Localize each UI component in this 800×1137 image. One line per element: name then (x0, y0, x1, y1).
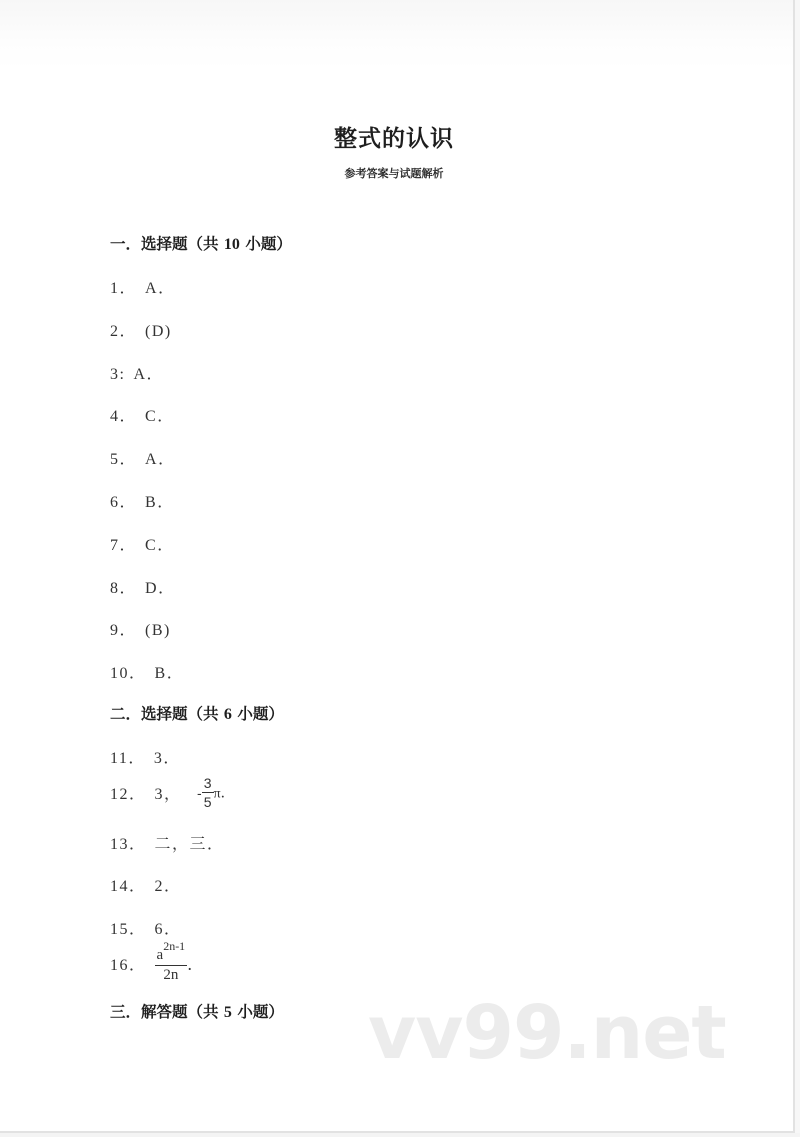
answer-text: 2． (154, 878, 182, 895)
section-heading-multiple-choice (110, 232, 292, 254)
answer-item (110, 532, 175, 555)
answer-text: 二，三． (154, 836, 225, 853)
answer-item (110, 776, 235, 809)
answer-text: 6． (154, 921, 182, 938)
question-number: 10． (110, 665, 147, 682)
section-heading-suffix: 小题） (245, 235, 292, 253)
question-number: 15． (110, 921, 147, 938)
section-heading-prefix: 二．选择题（共 (110, 705, 219, 723)
answer-period: ． (187, 956, 205, 974)
question-number: 16． (110, 956, 147, 974)
answer-item (110, 318, 172, 341)
answer-item (110, 873, 182, 896)
question-number: 11． (110, 750, 146, 767)
answer-item (110, 361, 164, 384)
question-number: 9． (110, 622, 138, 639)
minus-sign: - (197, 784, 202, 801)
question-number: 12． (110, 786, 147, 803)
section-heading-suffix: 小题） (237, 1003, 284, 1021)
answer-item (110, 403, 175, 426)
answer-text: A． (133, 366, 165, 383)
question-number: 7． (110, 537, 138, 554)
question-number: 4． (110, 408, 138, 425)
section-question-count: 5 (223, 1004, 232, 1021)
document-title: 整式的认识 (334, 126, 454, 152)
fraction-numerator: 3 (203, 775, 212, 791)
answer-item (110, 916, 182, 939)
answer-text: B． (154, 665, 185, 682)
answer-item (110, 831, 225, 854)
answer-item (110, 446, 176, 469)
section-heading-prefix: 三．解答题（共 (110, 1003, 219, 1021)
fraction-numerator (155, 939, 188, 966)
answer-text: D． (145, 580, 176, 597)
answer-text: 3， (154, 786, 182, 803)
answer-item (110, 489, 175, 512)
page-border-right (793, 0, 795, 1132)
page-top-shade (0, 0, 793, 70)
answer-item (110, 575, 176, 598)
answer-text: C． (145, 537, 175, 554)
question-number: 5． (110, 451, 138, 468)
pi-symbol: π． (213, 786, 235, 802)
section-heading-suffix: 小题） (237, 705, 284, 723)
answer-item (110, 617, 171, 640)
section-question-count: 10 (223, 236, 240, 253)
answer-item (110, 939, 205, 983)
fraction (202, 776, 214, 809)
question-number: 8． (110, 580, 138, 597)
fraction-denominator: 5 (203, 794, 212, 810)
viewer-right-gutter (795, 0, 800, 1137)
watermark: vv99.net (368, 990, 726, 1076)
question-number: 6． (110, 494, 138, 511)
question-number: 13． (110, 836, 147, 853)
section-heading-fill-in (110, 702, 284, 724)
answer-text: (B) (145, 622, 171, 639)
fraction-exponent: 2n-1 (163, 939, 186, 953)
question-number: 2． (110, 323, 138, 340)
answer-text: A． (145, 451, 176, 468)
document-subtitle: 参考答案与试题解析 (344, 167, 444, 180)
question-number: 14． (110, 878, 147, 895)
answer-text: (D) (145, 323, 172, 340)
answer-text: A． (145, 280, 176, 297)
answer-text: 3． (153, 750, 181, 767)
answer-text: C． (145, 408, 175, 425)
answer-text: B． (145, 494, 175, 511)
fraction (155, 939, 188, 983)
answer-item (110, 660, 184, 683)
answer-item (110, 275, 176, 298)
viewer-bottom-gutter (0, 1133, 800, 1137)
answer-item (110, 745, 181, 768)
section-question-count: 6 (223, 706, 232, 723)
section-heading-prefix: 一．选择题（共 (110, 235, 219, 253)
section-heading-solutions (110, 1000, 284, 1022)
fraction-denominator: 2n (163, 967, 179, 983)
fraction-base: a (156, 947, 164, 963)
question-number: 1． (110, 280, 138, 297)
question-number: 3: (110, 366, 126, 383)
